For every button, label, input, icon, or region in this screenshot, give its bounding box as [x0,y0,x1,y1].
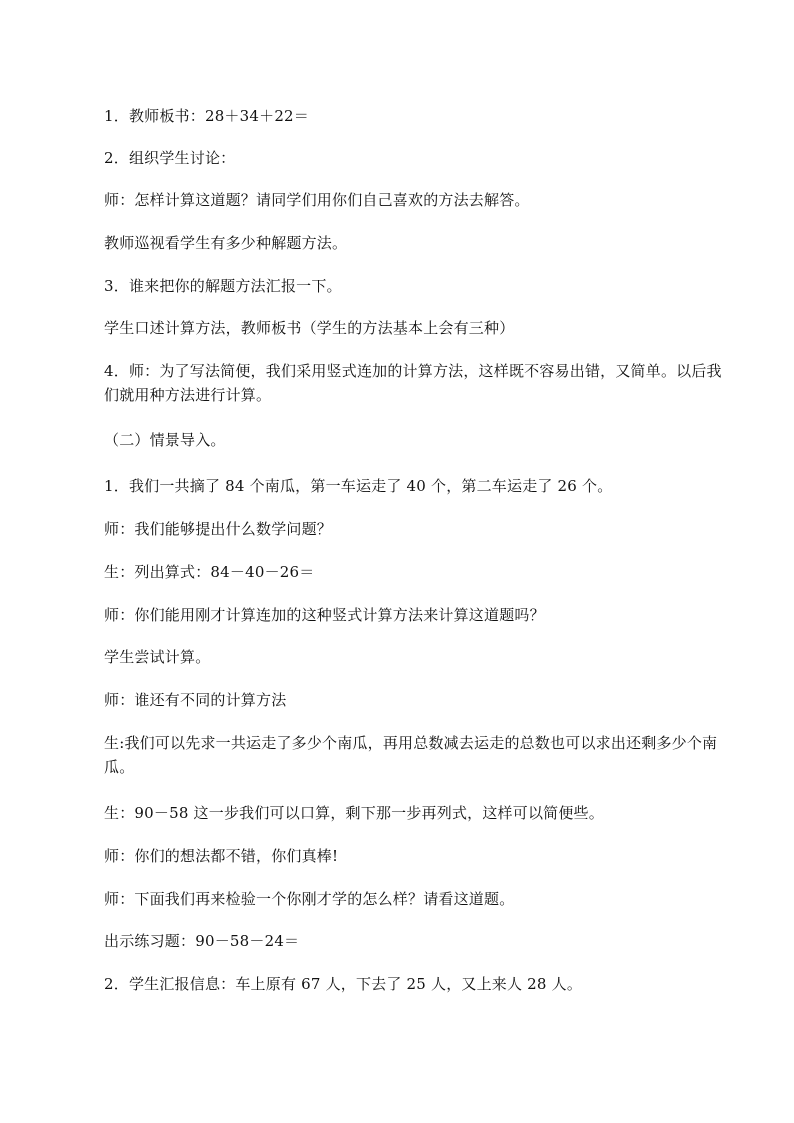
paragraph-15: 生:我们可以先求一共运走了多少个南瓜，再用总数减去运走的总数也可以求出还剩多少个南瓜。 [104,734,718,776]
paragraph-13: 学生尝试计算。 [104,648,211,666]
paragraph-18: 师：下面我们再来检验一个你刚才学的怎么样？请看这道题。 [104,890,515,908]
paragraph-7: 4．师：为了写法简便，我们采用竖式连加的计算方法，这样既不容易出错，又简单。以后我们就用种方法进行计算。 [104,362,722,404]
paragraph-16: 生：90－58 这一步我们可以口算，剩下那一步再列式，这样可以简便些。 [104,804,604,822]
paragraph-10: 师：我们能够提出什么数学问题？ [104,520,333,538]
paragraph-11: 生：列出算式：84－40－26＝ [104,563,315,581]
paragraph-4: 教师巡视看学生有多少种解题方法。 [104,234,348,252]
paragraph-3: 师：怎样计算这道题？请同学们用你们自己喜欢的方法去解答。 [104,191,530,209]
paragraph-8: （二）情景导入。 [104,431,226,449]
paragraph-2: 2．组织学生讨论： [104,149,236,167]
paragraph-6: 学生口述计算方法，教师板书（学生的方法基本上会有三种） [104,319,515,337]
paragraph-20: 2．学生汇报信息：车上原有 67 人，下去了 25 人，又上来人 28 人。 [104,975,583,993]
paragraph-1: 1．教师板书：28＋34＋22＝ [104,107,310,125]
paragraph-9: 1．我们一共摘了 84 个南瓜，第一车运走了 40 个，第二车运走了 26 个。 [104,477,613,495]
paragraph-12: 师：你们能用刚才计算连加的这种竖式计算方法来计算这道题吗？ [104,606,545,624]
paragraph-19: 出示练习题：90－58－24＝ [104,932,300,950]
paragraph-14: 师：谁还有不同的计算方法 [104,691,287,709]
paragraph-17: 师：你们的想法都不错，你们真棒! [104,847,339,865]
paragraph-5: 3．谁来把你的解题方法汇报一下。 [104,277,342,295]
